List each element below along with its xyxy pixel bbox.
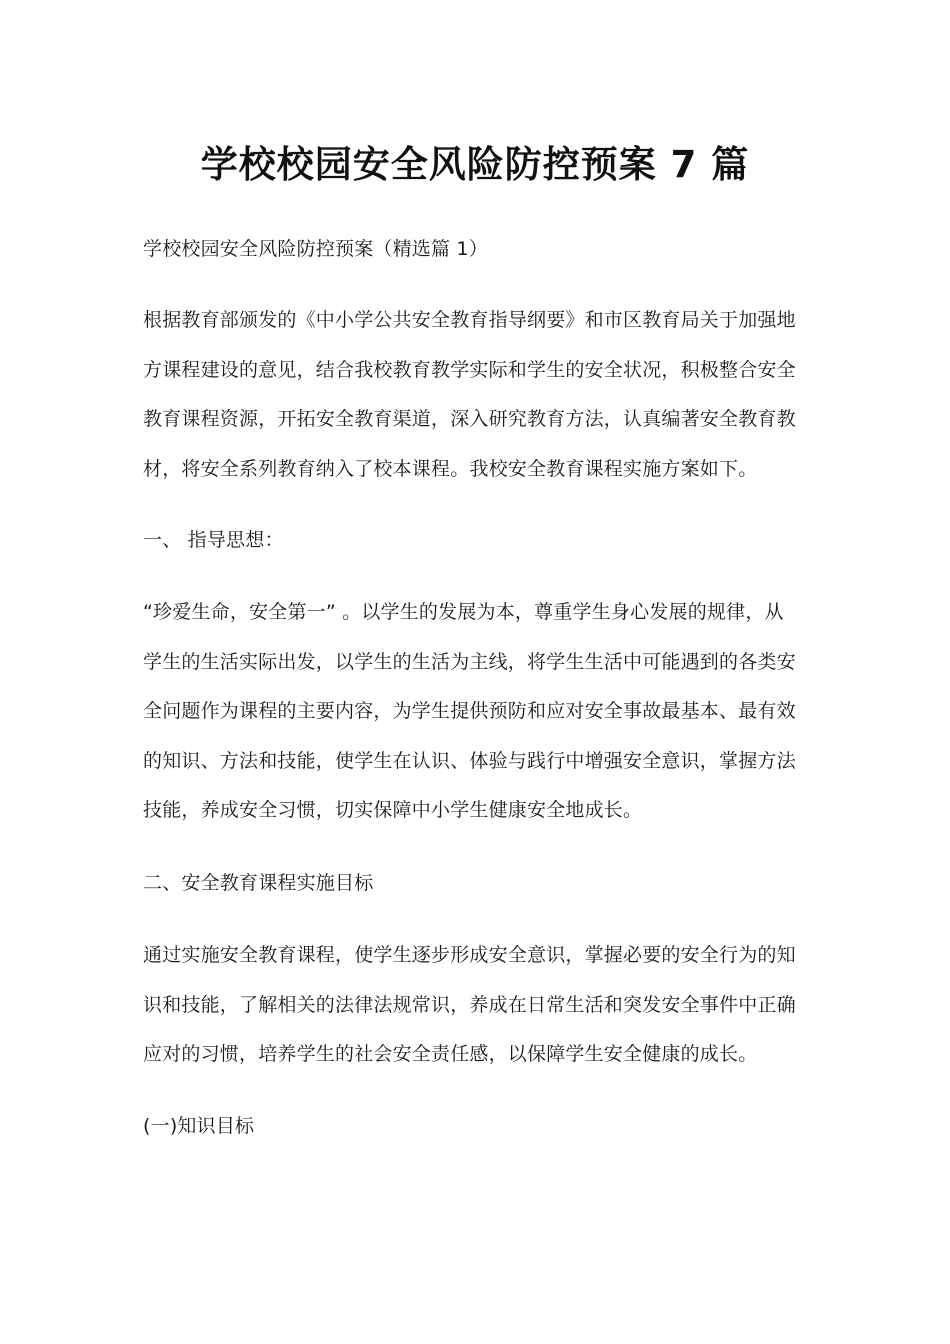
paragraph-line: 教育课程资源，开拓安全教育渠道，深入研究教育方法，认真编著安全教育教: [143, 408, 796, 430]
paragraph-line: 通过实施安全教育课程，使学生逐步形成安全意识，掌握必要的安全行为的知: [143, 944, 796, 966]
section2-paragraph: [143, 931, 807, 1080]
paragraph-line: “珍爱生命，安全第一” 。以学生的发展为本，尊重学生身心发展的规律，从: [143, 601, 784, 623]
paragraph-line: 应对的习惯，培养学生的社会安全责任感，以保障学生安全健康的成长。: [143, 1043, 758, 1065]
subsection1-heading: [143, 1102, 807, 1152]
section2-heading: [143, 859, 807, 909]
paragraph-line: 方课程建设的意见，结合我校教育教学实际和学生的安全状况，积极整合安全: [143, 358, 796, 381]
paragraph-line: 的知识、方法和技能，使学生在认识、体验与践行中增强安全意识，掌握方法: [143, 749, 796, 772]
heading-text: (一)知识目标: [143, 1115, 255, 1137]
section1-paragraph: [143, 588, 807, 836]
paragraph-line: 根据教育部颁发的《中小学公共安全教育指导纲要》和市区教育局关于加强地: [143, 309, 796, 331]
paragraph-line: 学生的生活实际出发，以学生的生活为主线，将学生生活中可能遇到的各类安: [143, 650, 796, 673]
heading-text: 二、安全教育课程实施目标: [143, 872, 374, 894]
document-subtitle: [143, 225, 807, 275]
document-title: 学校校园安全风险防控预案 7 篇: [200, 143, 750, 186]
subtitle-text: 学校校园安全风险防控预案（精选篇 1）: [143, 238, 488, 260]
heading-text: 一、 指导思想：: [143, 529, 284, 551]
paragraph-line: 全问题作为课程的主要内容，为学生提供预防和应对安全事故最基本、最有效: [143, 700, 796, 722]
section1-heading: [143, 516, 807, 566]
paragraph-line: 识和技能，了解相关的法律法规常识，养成在日常生活和突发安全事件中正确: [143, 993, 796, 1016]
paragraph-line: 技能，养成安全习惯，切实保障中小学生健康安全地成长。: [143, 799, 643, 821]
paragraph-line: 材，将安全系列教育纳入了校本课程。我校安全教育课程实施方案如下。: [143, 457, 758, 480]
intro-paragraph: [143, 296, 807, 494]
